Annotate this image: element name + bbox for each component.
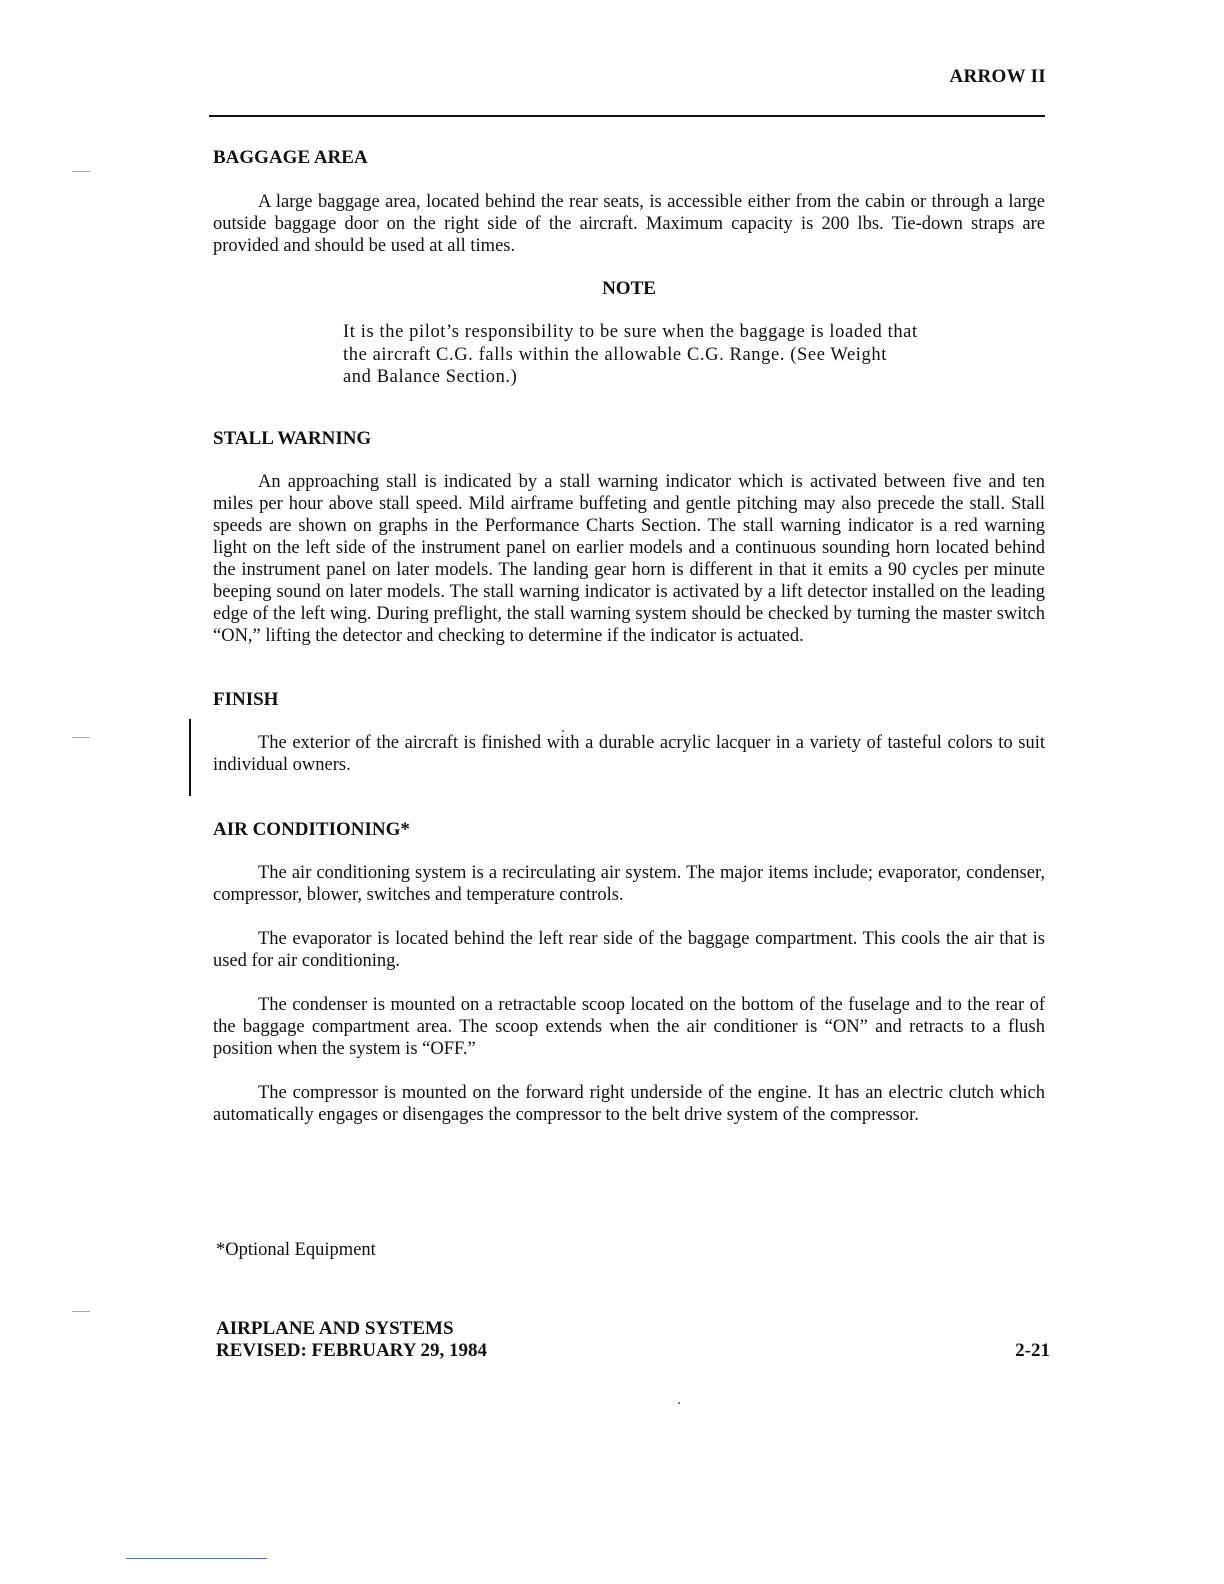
page-footer-left <box>216 1318 487 1362</box>
header-rule <box>209 115 1045 117</box>
air-conditioning-paragraph: The condenser is mounted on a retractable scoop located on the bottom of the fuselage and to the rear of the baggage compartment area. The scoop extends when the air conditioner is “ON” and retracts to a flush position when the system is “OFF.” <box>213 994 1045 1059</box>
footer-page-number: 2-21 <box>1015 1340 1050 1361</box>
footer-section-name: AIRPLANE AND SYSTEMS <box>216 1318 454 1339</box>
revision-change-bar <box>189 719 191 796</box>
finish-section <box>213 688 1045 776</box>
air-conditioning-section <box>213 818 1045 1126</box>
margin-mark <box>72 737 90 738</box>
margin-mark <box>72 1311 90 1312</box>
note-block <box>213 277 1045 389</box>
note-text: It is the pilot’s responsibility to be sure when the baggage is loaded that the aircraft C.G. falls within the allowable C.G. Range. (See Weight and Balance Section.) <box>343 322 918 387</box>
section-heading-finish: FINISH <box>213 688 279 710</box>
footer-revised-date: REVISED: FEBRUARY 29, 1984 <box>216 1340 487 1361</box>
air-conditioning-paragraph: The compressor is mounted on the forward right underside of the engine. It has an electric clutch which automatically engages or disengages the compressor to the belt drive system of the compressor. <box>213 1082 1045 1125</box>
section-heading-baggage-area: BAGGAGE AREA <box>213 147 368 168</box>
section-heading-stall-warning: STALL WARNING <box>213 427 372 449</box>
optional-equipment-footnote: *Optional Equipment <box>216 1240 376 1260</box>
note-heading: NOTE <box>602 278 656 299</box>
air-conditioning-paragraph: The evaporator is located behind the left rear side of the baggage compartment. This cools the air that is used for air conditioning. <box>213 928 1045 971</box>
bottom-edge-line <box>126 1558 267 1559</box>
stall-warning-paragraph: An approaching stall is indicated by a stall warning indicator which is activated between five and ten miles per hour above stall speed. Mild airframe buffeting and gentle pitching may also precede the stall. Stall speeds are shown on graphs in the Performance Charts Section. The stall warning indicator is a red warning light on the left side of the instrument panel on earlier models and a continuous sounding horn located behind the instrument panel on later models. The landing gear horn is different in that it emits a 90 cycles per minute beeping sound on later models. The stall warning indicator is activated by a lift detector installed on the leading edge of the left wing. During preflight, the stall warning system should be checked by turning the master switch “ON,” lifting the detector and checking to determine if the indicator is actuated. <box>213 471 1045 646</box>
finish-paragraph: The exterior of the aircraft is finished with a durable acrylic lacquer in a variety of tasteful colors to suit individual owners. <box>213 732 1045 775</box>
baggage-area-paragraph: A large baggage area, located behind the rear seats, is accessible either from the cabin or through a large outside baggage door on the right side of the aircraft. Maximum capacity is 200 lbs. Tie-down straps are provided and should be used at all times. <box>213 192 1045 256</box>
air-conditioning-paragraph: The air conditioning system is a recirculating air system. The major items include; evaporator, condenser, compressor, blower, switches and temperature controls. <box>213 862 1045 905</box>
margin-mark <box>72 171 90 172</box>
document-body <box>213 146 1045 1126</box>
scan-speck <box>678 1402 680 1404</box>
section-heading-air-conditioning: AIR CONDITIONING* <box>213 818 410 840</box>
stall-warning-section <box>213 427 1045 647</box>
baggage-area-section <box>213 146 1045 257</box>
page-header-title: ARROW II <box>949 66 1046 87</box>
